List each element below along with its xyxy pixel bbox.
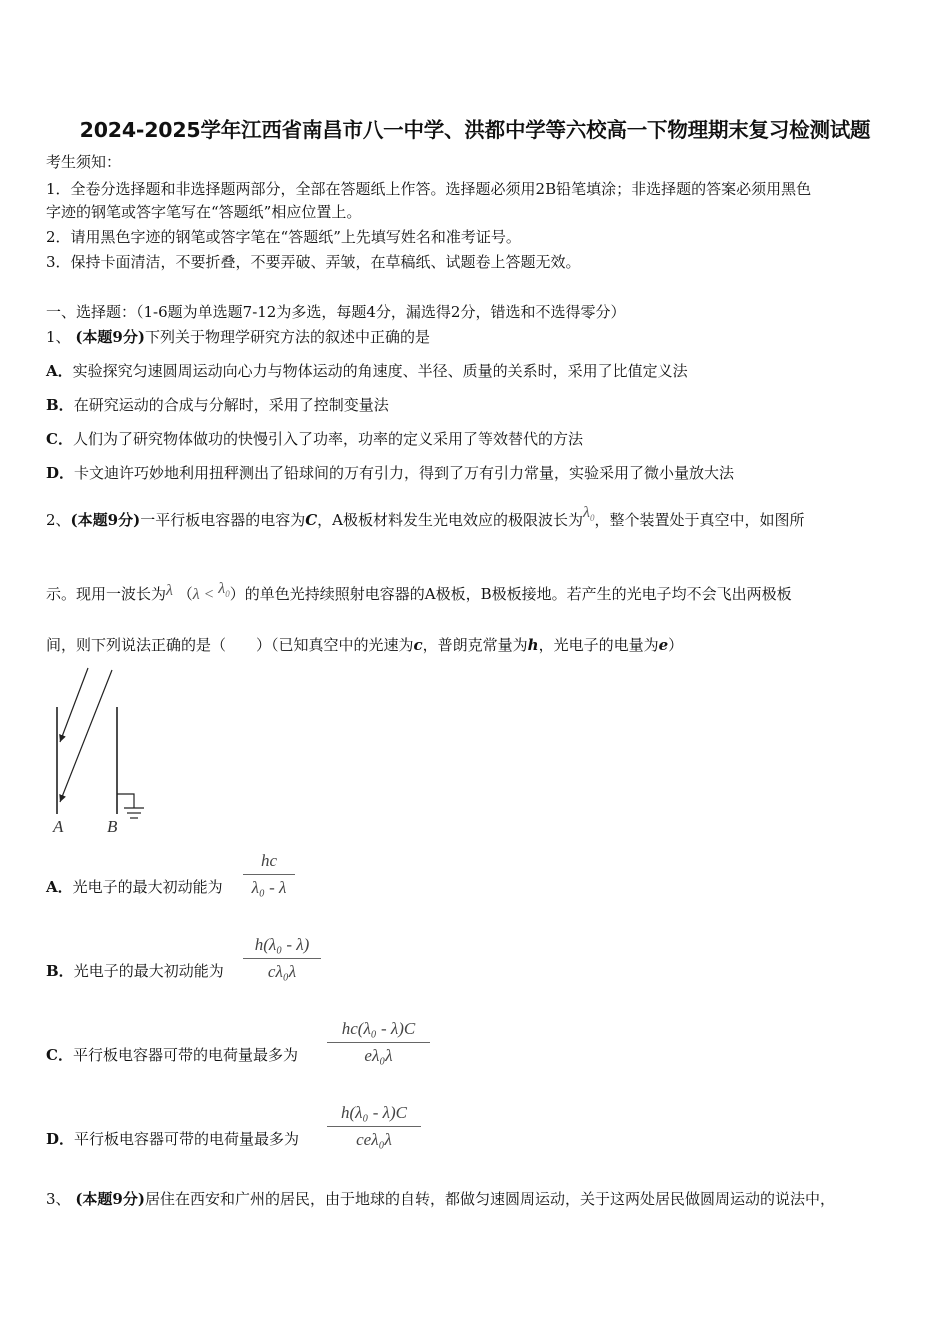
formula-d [327, 1102, 421, 1151]
capacitor-diagram [40, 662, 170, 837]
option-d[interactable] [46, 1130, 299, 1148]
lambda-symbol: λ [192, 586, 200, 603]
option-label: B． [46, 396, 74, 414]
formula-a [243, 850, 295, 899]
denominator: λ₀ - λ [251, 878, 287, 897]
question-text: 的单色光持续照射电容器的A极板，B极板接地。若产生的光电子均不会飞出两极板 [244, 585, 792, 603]
notice-item: 字迹的钢笔或答字笔写在“答题纸”相应位置上。 [46, 203, 362, 221]
question-stem: 下列关于物理学研究方法的叙述中正确的是 [144, 328, 430, 346]
option-a[interactable] [46, 362, 688, 380]
option-label: C． [46, 1046, 73, 1064]
option-text: 实验探究匀速圆周运动向心力与物体运动的角速度、半径、质量的关系时，采用了比值定义法 [72, 362, 688, 380]
option-text: 光电子的最大初动能为 [73, 962, 224, 980]
paren: ） [229, 585, 245, 603]
option-label: A． [46, 878, 73, 896]
numerator: hc [260, 851, 278, 870]
lambda-symbol: λ [166, 582, 173, 599]
question-text: ） [668, 636, 684, 654]
less-than: < [204, 586, 214, 603]
question-stem: 居住在西安和广州的居民，由于地球的自转，都做匀速圆周运动，关于这两处居民做圆周运动的说法中， [144, 1190, 835, 1208]
numerator: hc(λ₀ - λ)C [341, 1019, 416, 1038]
question-number: 1、 [46, 328, 71, 346]
option-label: B． [46, 962, 74, 980]
question-text: 一平行板电容器的电容为 [140, 511, 306, 529]
option-label: D． [46, 1130, 75, 1148]
light-ray-1 [60, 668, 88, 742]
light-ray-2 [60, 670, 112, 802]
option-d[interactable] [46, 464, 734, 482]
option-b[interactable] [46, 396, 389, 414]
symbol-h: h [527, 636, 539, 654]
question-3 [46, 1190, 835, 1208]
page-title: 2024-2025学年江西省南昌市八一中学、洪都中学等六校高一下物理期末复习检测试题 [79, 118, 871, 142]
question-score: (本题9分) [75, 328, 145, 346]
notice-item: 2．请用黑色字迹的钢笔或答字笔在“答题纸”上先填写姓名和准考证号。 [46, 228, 521, 246]
option-a[interactable] [46, 878, 223, 896]
paren: （ [177, 585, 193, 603]
numerator: h(λ₀ - λ) [254, 935, 310, 954]
notice-heading: 考生须知： [46, 153, 122, 171]
fraction-bar [243, 874, 295, 875]
lambda-0-symbol: $\lambda_0$ [218, 580, 230, 599]
symbol-c: c [413, 636, 423, 654]
question-text: ，A极板材料发生光电效应的极限波长为 [317, 511, 583, 529]
section-heading: 一、选择题：（1-6题为单选题7-12为多选，每题4分，漏选得2分，错选和不选得零分） [46, 303, 626, 321]
formula-b [243, 934, 321, 983]
denominator: cλ₀λ [267, 962, 297, 981]
question-score: (本题9分) [70, 511, 141, 529]
option-label: D． [46, 464, 75, 482]
option-text: 光电子的最大初动能为 [72, 878, 223, 896]
option-text: 人们为了研究物体做功的快慢引入了功率，功率的定义采用了等效替代的方法 [72, 430, 583, 448]
symbol-c-capital: C [305, 511, 318, 529]
option-text: 卡文迪许巧妙地利用扭秤测出了铅球间的万有引力，得到了万有引力常量，实验采用了微小量放大法 [74, 464, 735, 482]
fraction-bar [327, 1042, 430, 1043]
question-text: 示。现用一波长为 [46, 585, 167, 603]
question-2-line-2 [46, 580, 792, 605]
question-text: 间，则下列说法正确的是（ ）（已知真空中的光速为 [46, 636, 414, 654]
option-c[interactable] [46, 1046, 298, 1064]
numerator: h(λ₀ - λ)C [341, 1103, 407, 1122]
question-text: ，普朗克常量为 [422, 636, 528, 654]
option-b[interactable] [46, 962, 224, 980]
fraction-bar [327, 1126, 421, 1127]
option-label: A． [46, 362, 73, 380]
option-label: C． [46, 430, 73, 448]
question-1 [46, 328, 430, 346]
question-number: 2、 [46, 511, 71, 529]
ground-wire [117, 794, 134, 808]
option-text: 平行板电容器可带的电荷量最多为 [74, 1130, 300, 1148]
denominator: eλ₀λ [364, 1046, 393, 1065]
option-text: 在研究运动的合成与分解时，采用了控制变量法 [73, 396, 389, 414]
option-text: 平行板电容器可带的电荷量最多为 [72, 1046, 298, 1064]
question-2-line-3 [46, 636, 683, 654]
question-text: ，整个装置处于真空中，如图所 [594, 511, 805, 529]
notice-item: 3．保持卡面清洁，不要折叠，不要弄破、弄皱，在草稿纸、试题卷上答题无效。 [46, 253, 581, 271]
notice-item: 1．全卷分选择题和非选择题两部分，全部在答题纸上作答。选择题必须用2B铅笔填涂；非选择题的答案必须用黑色 [46, 180, 812, 198]
question-2-line-1 [46, 504, 805, 531]
denominator: ceλ₀λ [356, 1130, 392, 1149]
fraction-bar [243, 958, 321, 959]
formula-c [327, 1018, 430, 1067]
question-text: ，光电子的电量为 [538, 636, 659, 654]
label-b: B [107, 817, 118, 836]
lambda-0-symbol: $\lambda_0$ [583, 504, 595, 523]
question-score: (本题9分) [75, 1190, 145, 1208]
option-c[interactable] [46, 430, 583, 448]
question-number: 3、 [46, 1190, 71, 1208]
symbol-e: e [658, 636, 669, 654]
label-a: A [53, 817, 64, 836]
